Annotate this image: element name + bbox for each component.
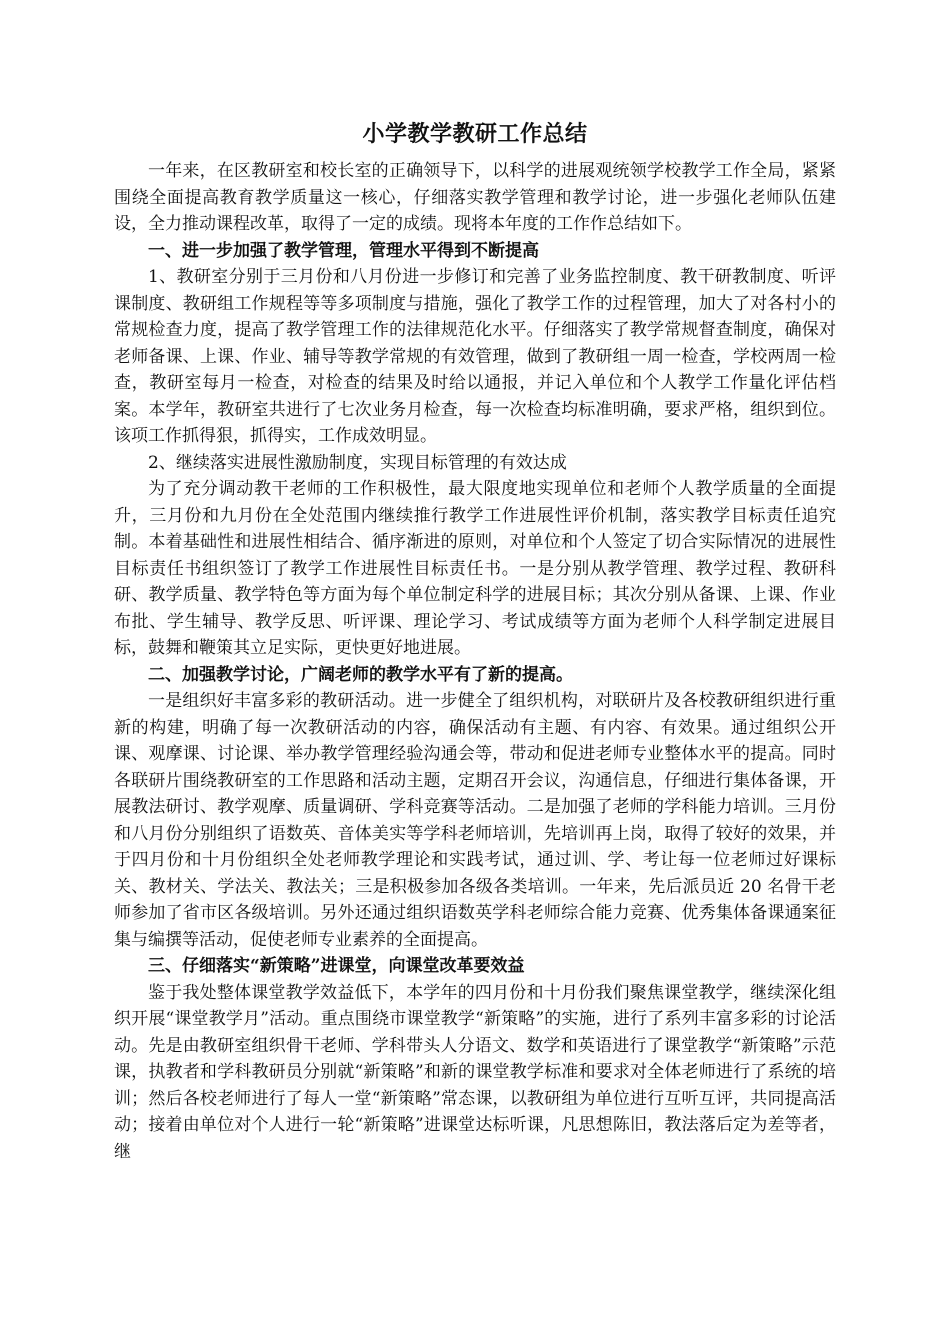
intro-paragraph: 一年来，在区教研室和校长室的正确领导下，以科学的进展观统领学校教学工作全局，紧紧围绕全面提高教育教学质量这一核心，仔细落实教学管理和教学讨论，进一步强化老师队伍建设，全力推动课程改革，取得了一定的成绩。现将本年度的工作作总结如下。 bbox=[114, 161, 836, 234]
section-heading-2: 二、加强教学讨论，广阔老师的教学水平有了新的提高。 bbox=[148, 664, 573, 685]
body-paragraph: 为了充分调动教干老师的工作积极性，最大限度地实现单位和老师个人教学质量的全面提升，三月份和九月份在全处范围内继续推行教学工作进展性评价机制，落实教学目标责任追究制。本着基础性和进展性相结合、循序渐进的原则，对单位和个人签定了切合实际情况的进展性目标责任书组织签订了教学工作进展性目标责任书。一是分别从教学管理、教学过程、教研科研、教学质量、教学特色等方面为每个单位制定科学的进展目标；其次分别从备课、上课、作业布批、学生辅导、教学反思、听评课、理论学习、考试成绩等方面为老师个人科学制定进展目标，鼓舞和鞭策其立足实际，更快更好地进展。 bbox=[114, 479, 836, 658]
section-heading-1: 一、进一步加强了教学管理，管理水平得到不断提高 bbox=[148, 240, 539, 261]
body-paragraph: 鉴于我处整体课堂教学效益低下，本学年的四月份和十月份我们聚焦课堂教学，继续深化组织开展“课堂教学月”活动。重点围绕市课堂教学“新策略”的实施，进行了系列丰富多彩的讨论活动。先是由教研室组织骨干老师、学科带头人分语文、数学和英语进行了课堂教学“新策略”示范课，执教者和学科教研员分别就“新策略”和新的课堂教学标准和要求对全体老师进行了系统的培训；然后各校老师进行了每人一堂“新策略”常态课，以教研组为单位进行互听互评，共同提高活动；接着由单位对个人进行一轮“新策略”进课堂达标听课，凡思想陈旧，教法落后定为差等者，继 bbox=[114, 982, 836, 1162]
body-paragraph: 1、教研室分别于三月份和八月份进一步修订和完善了业务监控制度、教干研教制度、听评课制度、教研组工作规程等等多项制度与措施，强化了教学工作的过程管理，加大了对各村小的常规检查力度，提高了教学管理工作的法律规范化水平。仔细落实了教学常规督查制度，确保对老师备课、上课、作业、辅导等教学常规的有效管理，做到了教研组一周一检查，学校两周一检查，教研室每月一检查，对检查的结果及时给以通报，并记入单位和个人教学工作量化评估档案。本学年，教研室共进行了七次业务月检查，每一次检查均标准明确，要求严格，组织到位。该项工作抓得狠，抓得实，工作成效明显。 bbox=[114, 267, 836, 446]
document-title: 小学教学教研工作总结 bbox=[362, 121, 588, 147]
subheading-paragraph: 2、继续落实进展性激励制度，实现目标管理的有效达成 bbox=[148, 452, 567, 473]
document-page bbox=[114, 118, 836, 1165]
body-paragraph: 一是组织好丰富多彩的教研活动。进一步健全了组织机构，对联研片及各校教研组织进行重新的构建，明确了每一次教研活动的内容，确保活动有主题、有内容、有效果。通过组织公开课、观摩课、讨论课、举办教学管理经验沟通会等，带动和促进老师专业整体水平的提高。同时各联研片围绕教研室的工作思路和活动主题，定期召开会议，沟通信息，仔细进行集体备课，开展教法研讨、教学观摩、质量调研、学科竞赛等活动。二是加强了老师的学科能力培训。三月份和八月份分别组织了语数英、音体美实等学科老师培训，先培训再上岗，取得了较好的效果，并于四月份和十月份组织全处老师教学理论和实践考试，通过训、学、考让每一位老师过好课标关、教材关、学法关、教法关；三是积极参加各级各类培训。一年来，先后派员近 20 名骨干老师参加了省市区各级培训。另外还通过组织语数英学科老师综合能力竞赛、优秀集体备课通案征集与编撰等活动，促使老师专业素养的全面提高。 bbox=[114, 691, 836, 950]
section-heading-3: 三、仔细落实“新策略”进课堂，向课堂改革要效益 bbox=[148, 956, 525, 976]
